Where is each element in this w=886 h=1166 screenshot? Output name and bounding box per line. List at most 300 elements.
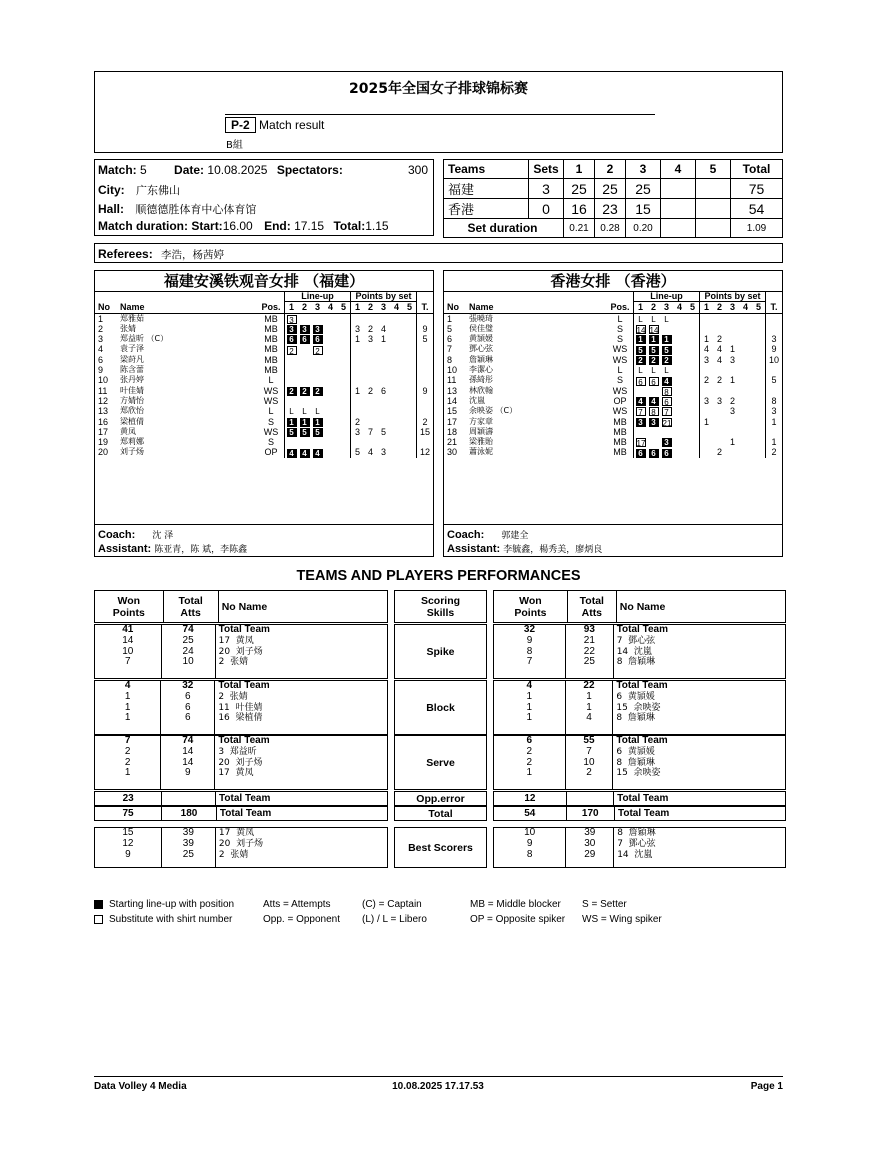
lineup-cell bbox=[647, 447, 660, 457]
legend-ws: WS = Wing spiker bbox=[582, 914, 662, 925]
perf-header-cell: Won Points bbox=[494, 591, 568, 623]
player-total bbox=[417, 406, 434, 416]
lineup-cell bbox=[285, 375, 299, 385]
won-cell bbox=[95, 625, 162, 679]
player-name: 郑莉娜 bbox=[120, 437, 144, 447]
col-pt5: 5 bbox=[752, 302, 766, 313]
player-name: 袁子泽 bbox=[120, 344, 144, 354]
player-total bbox=[417, 437, 434, 447]
set-points: 3 bbox=[700, 355, 714, 365]
lineup-cell bbox=[298, 355, 311, 365]
set-points bbox=[739, 313, 752, 324]
won-cell bbox=[95, 736, 161, 790]
substitute-box: 14 bbox=[636, 326, 646, 336]
set-points bbox=[390, 324, 403, 334]
substitute-box: 7 bbox=[662, 407, 672, 416]
set-points bbox=[726, 334, 739, 344]
set-points bbox=[713, 437, 726, 447]
lineup-cell bbox=[647, 417, 660, 427]
atts-value: 14 bbox=[182, 745, 194, 757]
player-name: 侯佳璧 bbox=[469, 323, 493, 333]
lineup-cell bbox=[298, 334, 311, 344]
player-entry: 17 黄凤 bbox=[218, 828, 255, 838]
set-points bbox=[752, 324, 766, 334]
won-value: 15 bbox=[122, 827, 134, 838]
starting-position-box: 1 bbox=[649, 335, 659, 344]
won-cell bbox=[95, 828, 162, 868]
player-no: 21 bbox=[447, 437, 458, 448]
starting-position-box: 6 bbox=[313, 335, 323, 344]
lineup-cell bbox=[337, 344, 351, 354]
won-value: 12 bbox=[122, 837, 134, 849]
starting-position-box: 6 bbox=[287, 335, 297, 344]
player-row bbox=[95, 396, 433, 406]
team-b-assistant: 李毓鑫，楊秀美，廖炳良 bbox=[503, 545, 603, 555]
won-cell bbox=[95, 681, 161, 735]
player-total bbox=[417, 396, 434, 406]
set-duration-label: Set duration bbox=[444, 219, 564, 238]
player-total: 9 bbox=[417, 324, 434, 334]
player-no: 30 bbox=[447, 447, 458, 458]
player-total: 9 bbox=[766, 344, 783, 354]
end-value: 17.15 bbox=[294, 219, 325, 233]
left-spike-block bbox=[94, 624, 388, 679]
set-points bbox=[403, 386, 417, 396]
set-points bbox=[390, 406, 403, 416]
set-points bbox=[739, 334, 752, 344]
left-best-scorers-block bbox=[94, 827, 388, 868]
player-entry: Total Team bbox=[616, 624, 668, 635]
left-opp-error-row bbox=[94, 791, 388, 806]
won-value: 9 bbox=[125, 848, 131, 860]
lineup-cell bbox=[285, 324, 299, 334]
set-points: 2 bbox=[351, 417, 365, 427]
player-no: 8 bbox=[447, 354, 453, 365]
duration-set4 bbox=[661, 219, 696, 238]
starting-position-box: 2 bbox=[313, 387, 323, 396]
lineup-cell bbox=[324, 365, 337, 375]
player-name: 梁雅貽 bbox=[469, 437, 493, 447]
starting-position-box: 3 bbox=[300, 325, 310, 334]
player-row bbox=[444, 386, 782, 396]
lineup-cell bbox=[298, 324, 311, 334]
footer-timestamp: 10.08.2025 17.17.53 bbox=[392, 1081, 484, 1092]
lineup-cell bbox=[660, 375, 673, 385]
total-atts: 170 bbox=[566, 807, 614, 821]
atts-value: 29 bbox=[584, 848, 596, 860]
set-points: 3 bbox=[380, 447, 386, 458]
match-row bbox=[98, 163, 430, 177]
lineup-cell bbox=[686, 427, 700, 437]
player-position: MB bbox=[264, 344, 278, 355]
player-no: 4 bbox=[98, 344, 104, 355]
set-points bbox=[390, 396, 403, 406]
empty-square-icon bbox=[94, 915, 103, 924]
hdr-sets: Sets bbox=[529, 160, 564, 179]
player-row bbox=[444, 396, 782, 406]
player-total bbox=[766, 386, 783, 396]
set-points bbox=[403, 427, 417, 437]
player-name: 余映姿 （C） bbox=[469, 406, 518, 416]
player-entry: 8 詹穎琳 bbox=[616, 757, 655, 768]
set-points bbox=[739, 324, 752, 334]
set-points bbox=[752, 417, 766, 427]
player-name: 李潔心 bbox=[469, 365, 493, 375]
starting-position-box: 4 bbox=[287, 449, 297, 458]
set-points bbox=[390, 386, 403, 396]
player-total: 1 bbox=[766, 437, 783, 447]
col-pos: Pos. bbox=[258, 302, 285, 313]
opp-error-label: Opp.error bbox=[394, 791, 487, 806]
lineup-cell bbox=[660, 365, 673, 375]
filled-square-icon bbox=[94, 900, 103, 909]
player-name: 黄頴媛 bbox=[469, 334, 493, 344]
player-position: MB bbox=[264, 334, 278, 345]
atts-value: 39 bbox=[182, 837, 194, 849]
lineup-cell bbox=[298, 313, 311, 324]
player-position: MB bbox=[264, 323, 278, 334]
lineup-cell bbox=[660, 406, 673, 416]
footer-left: Data Volley 4 Media bbox=[94, 1081, 187, 1092]
perf-header-cell: Total Atts bbox=[163, 591, 218, 623]
substitute-box: 6 bbox=[649, 377, 659, 386]
total-atts: 180 bbox=[162, 807, 217, 821]
starting-position-box: 3 bbox=[662, 438, 672, 447]
player-position: L bbox=[617, 313, 623, 324]
doc-code: P-2 bbox=[225, 117, 256, 133]
lineup-cell bbox=[647, 355, 660, 365]
libero-mark: L bbox=[664, 366, 669, 376]
opp-error-name: Total Team bbox=[614, 792, 786, 806]
player-name: 鄧心弦 bbox=[469, 344, 493, 354]
won-value: 8 bbox=[526, 848, 533, 860]
atts-cell bbox=[161, 625, 215, 679]
team-b-set2: 23 bbox=[595, 199, 626, 219]
city-value: 广东佛山 bbox=[136, 184, 181, 197]
footer-divider bbox=[94, 1076, 783, 1077]
lineup-cell bbox=[647, 344, 660, 354]
lineup-cell bbox=[673, 365, 686, 375]
lineup-cell bbox=[634, 355, 648, 365]
player-no: 6 bbox=[98, 354, 104, 365]
starting-position-box: 4 bbox=[649, 397, 659, 406]
lineup-cell bbox=[673, 437, 686, 447]
lineup-cell bbox=[324, 313, 337, 324]
hall-value: 顺德德胜体育中心体育馆 bbox=[135, 203, 257, 216]
col-lu4: 4 bbox=[324, 302, 337, 313]
atts-value: 7 bbox=[586, 745, 592, 757]
starting-position-box: 3 bbox=[636, 418, 646, 427]
team-b-staff bbox=[444, 524, 782, 555]
lineup-cell bbox=[673, 396, 686, 406]
lineup-cell bbox=[673, 324, 686, 334]
player-name: 周穎濤 bbox=[469, 426, 493, 436]
set-points bbox=[726, 324, 739, 334]
set-points bbox=[752, 437, 766, 447]
hall-label: Hall: bbox=[98, 202, 125, 216]
libero-mark: L bbox=[651, 366, 656, 376]
lineup-cell bbox=[634, 396, 648, 406]
player-total: 2 bbox=[766, 447, 783, 457]
team-a-roster-table bbox=[95, 291, 433, 458]
atts-cell bbox=[161, 736, 215, 790]
set-points bbox=[752, 375, 766, 385]
set-points bbox=[700, 324, 714, 334]
roster-column-header bbox=[444, 302, 782, 313]
team-b-set3: 15 bbox=[626, 199, 661, 219]
duration-set3: 0.20 bbox=[626, 219, 661, 238]
col-pt2: 2 bbox=[364, 302, 377, 313]
player-entry: 14 沈嵐 bbox=[616, 646, 652, 657]
lineup-cell bbox=[673, 313, 686, 324]
set-points bbox=[364, 417, 377, 427]
won-value: 2 bbox=[526, 745, 533, 757]
player-no: 13 bbox=[98, 406, 109, 417]
player-row bbox=[444, 417, 782, 427]
player-entry: Total Team bbox=[218, 735, 270, 746]
set-points: 1 bbox=[351, 386, 365, 396]
lineup-cell bbox=[647, 437, 660, 447]
player-no: 14 bbox=[447, 395, 458, 406]
set-points bbox=[752, 406, 766, 416]
lineup-cell bbox=[660, 447, 673, 457]
hdr-total: Total bbox=[731, 160, 783, 179]
set-points bbox=[752, 313, 766, 324]
player-no: 18 bbox=[447, 426, 458, 437]
won-value: 1 bbox=[526, 701, 533, 713]
lineup-cell bbox=[285, 437, 299, 447]
atts-value: 39 bbox=[182, 827, 194, 838]
col-lu2: 2 bbox=[647, 302, 660, 313]
col-total: T. bbox=[766, 302, 783, 313]
libero-mark: L bbox=[651, 314, 656, 324]
set-points bbox=[351, 406, 365, 416]
lineup-cell bbox=[298, 427, 311, 437]
col-pt4: 4 bbox=[390, 302, 403, 313]
set-points bbox=[739, 447, 752, 457]
won-value: 1 bbox=[526, 690, 533, 702]
player-entry: 2 张婧 bbox=[218, 691, 248, 702]
legend-libero: (L) / L = Libero bbox=[362, 914, 427, 925]
lineup-cell bbox=[298, 406, 311, 416]
score-row-team-a bbox=[444, 179, 783, 199]
col-name: Name bbox=[469, 302, 607, 313]
set-points bbox=[739, 437, 752, 447]
set-points bbox=[403, 365, 417, 375]
player-row bbox=[444, 324, 782, 334]
set-points bbox=[377, 365, 390, 375]
lineup-cell bbox=[686, 375, 700, 385]
starting-position-box: 2 bbox=[287, 387, 297, 396]
atts-value: 30 bbox=[584, 837, 596, 849]
set-points bbox=[390, 417, 403, 427]
atts-value: 22 bbox=[583, 645, 595, 657]
set-points bbox=[726, 386, 739, 396]
player-name: 黄凤 bbox=[120, 426, 136, 436]
lineup-cell bbox=[311, 396, 324, 406]
set-points bbox=[726, 313, 739, 324]
player-row bbox=[95, 406, 433, 416]
player-row bbox=[95, 355, 433, 365]
player-entry: 7 鄧心弦 bbox=[616, 635, 656, 646]
legend-mb: MB = Middle blocker bbox=[470, 899, 561, 910]
set-points bbox=[713, 386, 726, 396]
lineup-cell bbox=[686, 365, 700, 375]
team-b-sets: 0 bbox=[529, 199, 564, 219]
player-position: WS bbox=[612, 385, 628, 396]
left-total-row bbox=[94, 806, 388, 821]
team-b-total: 54 bbox=[731, 199, 783, 219]
lineup-cell bbox=[311, 324, 324, 334]
player-no: 12 bbox=[98, 395, 109, 406]
player-row bbox=[444, 437, 782, 447]
starting-position-box: 5 bbox=[649, 346, 659, 355]
player-total: 8 bbox=[766, 396, 783, 406]
match-no: 5 bbox=[140, 163, 147, 177]
player-name: 叶佳婧 bbox=[120, 385, 144, 395]
lineup-cell bbox=[660, 417, 673, 427]
legend-opponent: Opp. = Opponent bbox=[263, 914, 341, 925]
set-points bbox=[377, 355, 390, 365]
lineup-cell bbox=[647, 365, 660, 375]
player-row bbox=[444, 447, 782, 457]
lineup-cell bbox=[673, 406, 686, 416]
player-position: OP bbox=[264, 447, 278, 458]
starting-position-box: 5 bbox=[287, 428, 297, 437]
player-position: MB bbox=[613, 416, 627, 427]
legend-substitute: Substitute with shirt number bbox=[109, 914, 233, 925]
player-position: MB bbox=[264, 365, 278, 376]
lineup-cell bbox=[311, 406, 324, 416]
set-points bbox=[700, 427, 714, 437]
lineup-cell bbox=[285, 396, 299, 406]
player-entry: 8 詹穎琳 bbox=[616, 713, 655, 724]
total-value: 1.15 bbox=[365, 219, 389, 233]
player-row bbox=[95, 344, 433, 354]
lineup-cell bbox=[311, 447, 324, 457]
player-entry: 20 刘子炀 bbox=[218, 757, 263, 768]
set-points bbox=[351, 355, 365, 365]
player-entry: 20 刘子炀 bbox=[218, 838, 264, 849]
set-points bbox=[390, 344, 403, 354]
perf-header-cell: No Name bbox=[616, 591, 785, 623]
total-won: 54 bbox=[494, 807, 567, 821]
set-points bbox=[390, 437, 403, 447]
set-points bbox=[739, 417, 752, 427]
starting-position-box: 1 bbox=[300, 418, 310, 427]
lineup-cell bbox=[324, 355, 337, 365]
lineup-cell bbox=[285, 427, 299, 437]
atts-value: 6 bbox=[184, 712, 191, 724]
set-points: 4 bbox=[700, 344, 714, 354]
starting-position-box: 1 bbox=[287, 418, 297, 427]
set-points bbox=[739, 375, 752, 385]
player-entry: 2 张婧 bbox=[218, 657, 249, 668]
left-header bbox=[94, 590, 388, 623]
won-cell bbox=[494, 625, 566, 679]
doc-heading bbox=[225, 118, 324, 132]
set-points bbox=[700, 313, 714, 324]
lineup-cell bbox=[298, 447, 311, 457]
team-a-set2: 25 bbox=[595, 179, 626, 199]
lineup-cell bbox=[311, 334, 324, 344]
lineup-cell bbox=[337, 437, 351, 447]
lineup-cell bbox=[337, 406, 351, 416]
set-points bbox=[739, 406, 752, 416]
col-no: No bbox=[444, 302, 469, 313]
player-no: 10 bbox=[447, 365, 458, 376]
player-total: 10 bbox=[766, 355, 783, 365]
team-b-set4 bbox=[661, 199, 696, 219]
duration-set1: 0.21 bbox=[564, 219, 595, 238]
col-lu5: 5 bbox=[686, 302, 700, 313]
set-points bbox=[739, 427, 752, 437]
player-no: 11 bbox=[447, 375, 457, 386]
set-points bbox=[739, 365, 752, 375]
won-value: 4 bbox=[526, 680, 533, 691]
player-entry: 3 郑益昕 bbox=[218, 746, 257, 757]
lineup-cell bbox=[686, 396, 700, 406]
player-no: 1 bbox=[447, 313, 453, 324]
player-total: 2 bbox=[417, 417, 434, 427]
lineup-cell bbox=[324, 324, 337, 334]
won-value: 41 bbox=[122, 624, 134, 635]
team-b-set1: 16 bbox=[564, 199, 595, 219]
set-points bbox=[700, 386, 714, 396]
opp-error-atts bbox=[566, 792, 613, 806]
player-total: 5 bbox=[417, 334, 434, 344]
lineup-cell bbox=[673, 417, 686, 427]
starting-position-box: 2 bbox=[300, 387, 310, 396]
atts-cell bbox=[161, 828, 215, 868]
atts-value: 2 bbox=[586, 767, 592, 779]
roster-column-header bbox=[95, 302, 433, 313]
player-name: 张婧 bbox=[120, 323, 136, 333]
atts-value: 93 bbox=[583, 624, 595, 635]
player-entry: 7 鄧心弦 bbox=[617, 838, 656, 849]
player-total: 12 bbox=[417, 447, 434, 457]
player-entry: 6 黄頴媛 bbox=[616, 746, 655, 757]
lineup-cell bbox=[647, 334, 660, 344]
won-value: 1 bbox=[526, 767, 533, 779]
player-name: 梁植倩 bbox=[120, 416, 144, 426]
lineup-cell bbox=[298, 417, 311, 427]
starting-position-box: 5 bbox=[636, 346, 646, 355]
starting-position-box: 5 bbox=[300, 428, 310, 437]
player-name: 张丹婷 bbox=[120, 375, 144, 385]
won-value: 2 bbox=[124, 756, 131, 768]
atts-value: 9 bbox=[184, 767, 191, 779]
hdr-set1: 1 bbox=[564, 160, 595, 179]
atts-value: 4 bbox=[586, 712, 592, 724]
set-points bbox=[403, 447, 417, 457]
libero-mark: L bbox=[638, 314, 643, 324]
right-block-block bbox=[493, 680, 786, 735]
set-points bbox=[403, 355, 417, 365]
player-position: S bbox=[616, 323, 623, 334]
starting-position-box: 3 bbox=[287, 325, 297, 334]
doc-title: Match result bbox=[259, 118, 325, 132]
player-row bbox=[444, 334, 782, 344]
set-points bbox=[390, 447, 403, 457]
group-label: B組 bbox=[226, 140, 243, 151]
team-b-roster-table bbox=[444, 291, 782, 458]
set-duration-row bbox=[444, 219, 783, 238]
atts-cell bbox=[565, 681, 613, 735]
lineup-cell bbox=[298, 365, 311, 375]
set-points bbox=[390, 355, 403, 365]
set-points bbox=[403, 417, 417, 427]
